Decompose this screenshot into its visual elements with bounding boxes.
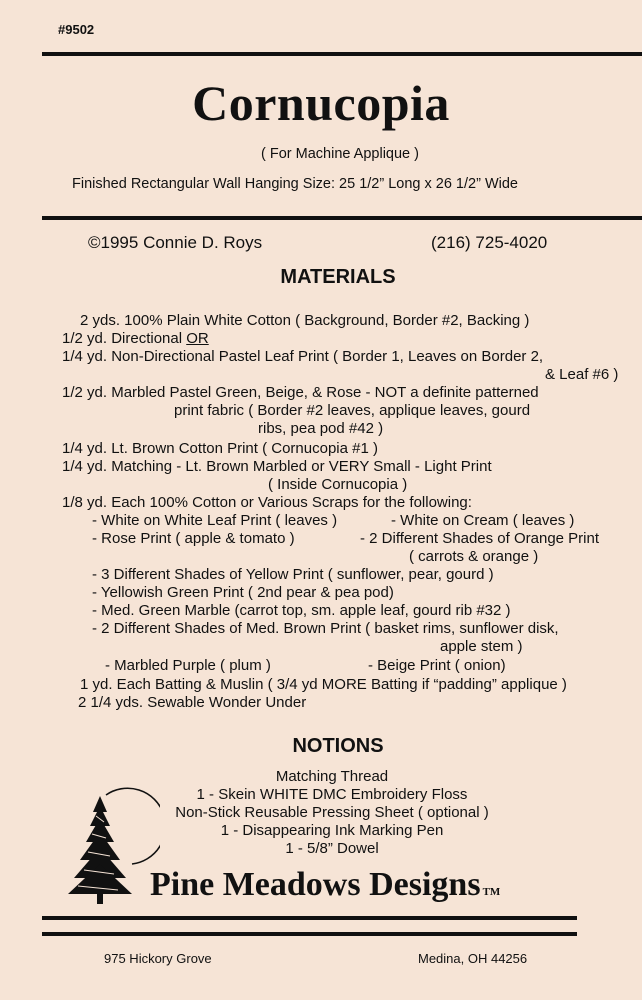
- list-item: - White on White Leaf Print ( leaves ): [92, 512, 338, 529]
- list-item: Matching Thread: [275, 768, 389, 785]
- footer-rule-bottom: [42, 932, 577, 936]
- top-rule: [42, 52, 642, 56]
- copyright: ©1995 Connie D. Roys: [88, 233, 263, 252]
- list-item-cont: ( carrots & orange ): [409, 548, 539, 565]
- header-rule: [42, 216, 642, 220]
- list-item: - Med. Green Marble (carrot top, sm. apple leaf, gourd rib #32 ): [92, 602, 511, 619]
- list-item-text: 1/2 yd. Directional: [62, 330, 183, 347]
- city-state-zip: Medina, OH 44256: [418, 951, 528, 966]
- phone-number: (216) 725-4020: [431, 233, 548, 252]
- list-item: - Rose Print ( apple & tomato ): [92, 530, 295, 547]
- footer-rule-top: [42, 916, 577, 920]
- list-item: 1 yd. Each Batting & Muslin ( 3/4 yd MORE Batting if “padding” applique ): [80, 676, 567, 693]
- list-item: 2 1/4 yds. Sewable Wonder Under: [78, 694, 307, 711]
- finished-size: Finished Rectangular Wall Hanging Size: 25 1/2” Long x 26 1/2” Wide: [72, 176, 518, 192]
- list-item: - Beige Print ( onion): [368, 657, 506, 674]
- list-item: - 2 Different Shades of Orange Print: [360, 530, 600, 547]
- list-item-cont: print fabric ( Border #2 leaves, applique leaves, gourd: [174, 402, 531, 419]
- list-item: 1/4 yd. Lt. Brown Cotton Print ( Cornucopia #1 ): [62, 440, 378, 457]
- pattern-number: #9502: [58, 22, 95, 37]
- address: 975 Hickory Grove: [104, 951, 212, 966]
- list-item: 2 yds. 100% Plain White Cotton ( Background, Border #2, Backing ): [80, 312, 530, 329]
- list-item-cont: ( Inside Cornucopia ): [268, 476, 408, 493]
- brand-name: [150, 866, 500, 904]
- list-item-cont: apple stem ): [440, 638, 523, 655]
- or-underlined: OR: [186, 330, 209, 347]
- list-item: 1/2 yd. Marbled Pastel Green, Beige, & Rose - NOT a definite patterned: [62, 384, 539, 401]
- list-item: - White on Cream ( leaves ): [391, 512, 575, 529]
- list-item: 1 - Disappearing Ink Marking Pen: [220, 822, 444, 839]
- list-item: 1/8 yd. Each 100% Cotton or Various Scraps for the following:: [62, 494, 472, 511]
- list-item: Non-Stick Reusable Pressing Sheet ( optional ): [175, 804, 489, 821]
- pine-tree-moon-icon: [60, 786, 160, 908]
- list-item: 1/4 yd. Matching - Lt. Brown Marbled or VERY Small - Light Print: [62, 458, 492, 475]
- list-item: - Yellowish Green Print ( 2nd pear & pea pod): [92, 584, 394, 601]
- materials-heading: MATERIALS: [280, 266, 396, 288]
- subtitle: ( For Machine Applique ): [261, 146, 419, 162]
- list-item: 1/4 yd. Non-Directional Pastel Leaf Print ( Border 1, Leaves on Border 2,: [62, 348, 544, 365]
- list-item-cont: & Leaf #6 ): [545, 366, 619, 383]
- list-item: - 3 Different Shades of Yellow Print ( sunflower, pear, gourd ): [92, 566, 494, 583]
- page-title: Cornucopia: [192, 75, 450, 131]
- notions-heading: NOTIONS: [292, 735, 384, 757]
- list-item: - Marbled Purple ( plum ): [105, 657, 271, 674]
- list-item: [62, 330, 209, 348]
- trademark-mark: TM: [482, 886, 501, 898]
- list-item-cont: ribs, pea pod #42 ): [258, 420, 384, 437]
- brand-text: Pine Meadows Designs: [150, 866, 481, 903]
- list-item: - 2 Different Shades of Med. Brown Print ( basket rims, sunflower disk,: [92, 620, 559, 637]
- list-item: 1 - Skein WHITE DMC Embroidery Floss: [196, 786, 468, 803]
- list-item: 1 - 5/8” Dowel: [285, 840, 379, 857]
